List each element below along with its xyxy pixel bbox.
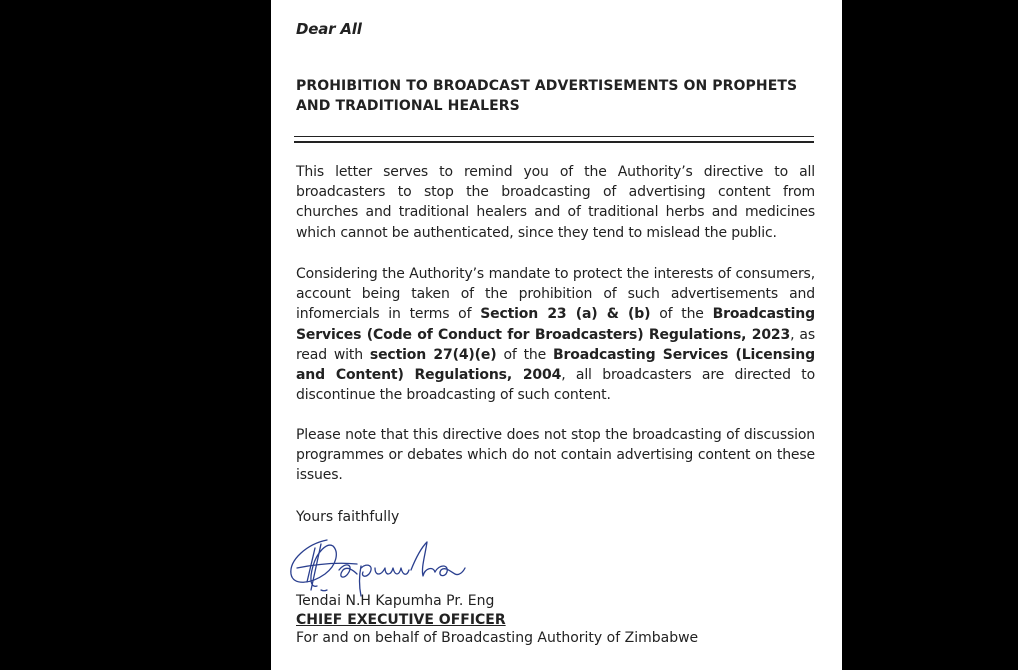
- paragraph-2-text: Considering the Authority’s mandate to protect the interests of consumers, account being taken of the prohibition of such advertisements and infomercials in terms of: [296, 266, 815, 323]
- section-23-reference: Section 23 (a) & (b): [480, 306, 651, 323]
- letter-heading: PROHIBITION TO BROADCAST ADVERTISEMENTS ON PROPHETS AND TRADITIONAL HEALERS: [296, 78, 798, 114]
- paragraph-3: Please note that this directive does not stop the broadcasting of discussion programmes or debates which do not contain advertising content on these issues.: [296, 427, 815, 484]
- paragraph-2-text: of the: [650, 306, 713, 323]
- closing-line: Yours faithfully: [296, 509, 400, 525]
- heading-divider: [294, 136, 814, 143]
- code-of-conduct-regulations-reference: Broadcasting Services (Code of Conduct for Broadcasters) Regulations, 2023: [296, 306, 815, 343]
- section-27-reference: section 27(4)(e): [369, 346, 497, 363]
- paragraph-1: This letter serves to remind you of the Authority’s directive to all broadcasters to stop the broadcasting of advertising content from churches and traditional healers and of traditional herbs and medicines which cannot be authenticated, since they tend to mislead the public.: [296, 164, 815, 241]
- licensing-regulations-reference: Broadcasting Services (Licensing and Content) Regulations, 2004: [296, 346, 815, 384]
- paragraph-2-text: of the: [496, 346, 554, 363]
- letter-page: [271, 0, 842, 670]
- signatory-title: CHIEF EXECUTIVE OFFICER: [296, 611, 506, 628]
- salutation: Dear All: [296, 20, 362, 38]
- paragraph-2: [296, 264, 815, 405]
- signatory-block: [296, 592, 698, 648]
- signatory-organization: For and on behalf of Broadcasting Authority of Zimbabwe: [296, 630, 699, 646]
- paragraph-2-text: , all broadcasters are directed to discontinue the broadcasting of such content.: [296, 367, 815, 404]
- paragraph-2-text: , as read with: [296, 326, 815, 363]
- signatory-name: Tendai N.H Kapumha Pr. Eng: [296, 593, 495, 609]
